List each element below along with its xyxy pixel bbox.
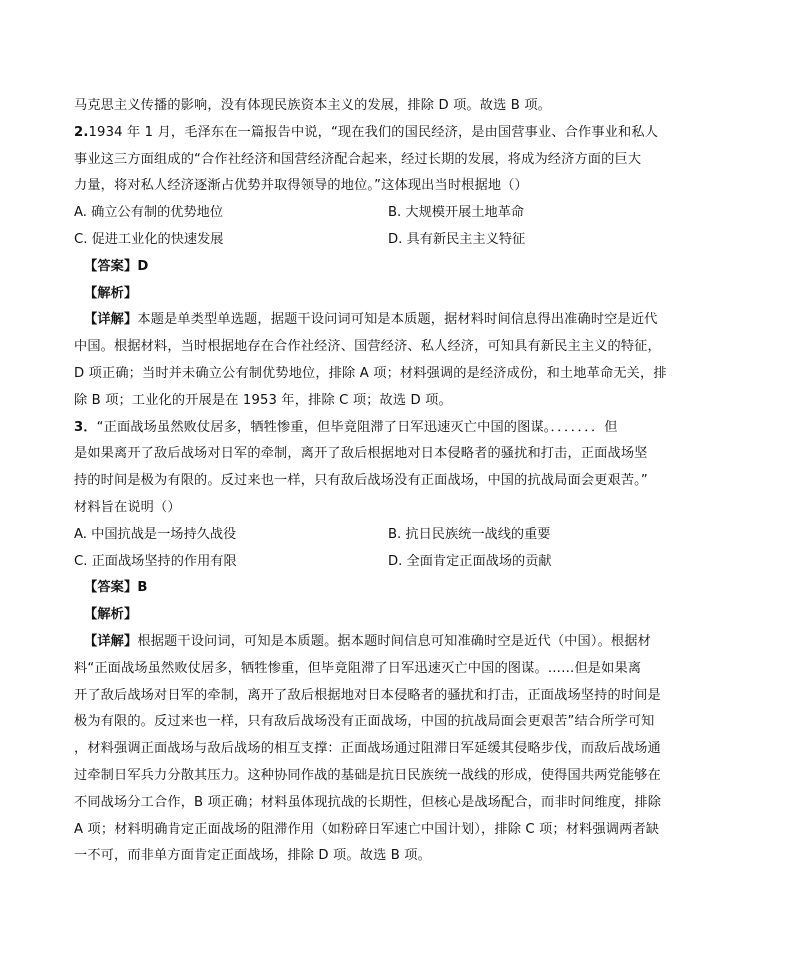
q3-option-c: C. 正面战场坚持的作用有限 <box>74 553 237 569</box>
q3-detail-line-4: 极为有限的。反过来也一样，只有敌后战场没有正面战场，中国的抗战局面会更艰苦”结合所学可知 <box>74 714 655 730</box>
q2-options-row-2 <box>74 227 734 254</box>
q1-tail-text: 马克思主义传播的影响，没有体现民族资本主义的发展，排除 D 项。故选 B 项。 <box>74 98 552 113</box>
q2-detail-line-2: 中国。根据材料，当时根据地存在合作社经济、国营经济、私人经济，可知具有新民主主义的特征， <box>74 339 661 355</box>
q3-analysis-label: 【解析】 <box>84 607 138 623</box>
q2-option-a: A. 确立公有制的优势地位 <box>74 205 224 221</box>
q3-detail-line-3: 开了敌后战场对日军的牵制，离开了敌后根据地对日本侵略者的骚扰和打击，正面战场坚持的时间是 <box>74 687 661 703</box>
q2-answer: 【答案】D <box>84 258 149 274</box>
q3-detail-line-5: ，材料强调正面战场与敌后战场的相互支撑：正面战场通过阻滞日军延缓其侵略步伐，而敌后战场通 <box>74 741 661 757</box>
q2-number: 2. <box>74 124 89 140</box>
q2-stem-line-3: 力量，将对私人经济逐渐占优势并取得领导的地位。”这体现出当时根据地（） <box>74 178 528 194</box>
q3-detail-line-2: 料“正面战场虽然败仗居多，牺牲惨重，但毕竟阻滞了日军迅速灭亡中国的图谋。……但是如果离 <box>74 660 642 676</box>
q3-detail-tag: 【详解】 <box>84 633 138 649</box>
q3-answer: 【答案】B <box>84 580 148 596</box>
q2-detail-line-1: 【详解】本题是单类型单选题，据题干设问词可知是本质题，据材料时间信息得出准确时空是近代 <box>74 307 734 334</box>
q2-analysis-label: 【解析】 <box>84 285 138 301</box>
q2-option-b: B. 大规模开展土地革命 <box>388 205 525 221</box>
q2-detail-tag: 【详解】 <box>84 312 138 328</box>
q2-option-c: C. 促进工业化的快速发展 <box>74 231 224 247</box>
q3-option-b: B. 抗日民族统一战线的重要 <box>388 526 551 542</box>
q3-detail-line-7: 不同战场分工合作，B 项正确；材料虽体现抗战的长期性，但核心是战场配合，而非时间维度，排除 <box>74 794 662 810</box>
q2-detail-line-4: 除 B 项；工业化的开展是在 1953 年，排除 C 项；故选 D 项。 <box>74 392 452 408</box>
q3-number: 3． <box>74 419 97 435</box>
q3-option-d: D. 全面肯定正面战场的贡献 <box>388 553 552 569</box>
q2-stem-line-2: 事业这三方面组成的“合作社经济和国营经济配合起来，经过长期的发展，将成为经济方面的巨大 <box>74 151 642 167</box>
q3-stem-line-2: 是如果离开了敌后战场对日军的牵制，离开了敌后根据地对日本侵略者的骚扰和打击，正面战场坚 <box>74 446 648 462</box>
q3-detail-line-1: 【详解】根据题干设问词，可知是本质题。据本题时间信息可知准确时空是近代（中国）。根据材 <box>74 629 734 656</box>
q3-stem-line-4: 材料旨在说明（） <box>74 499 181 515</box>
q3-stem-line-1: 3．“正面战场虽然败仗居多，牺牲惨重，但毕竟阻滞了日军迅速灭亡中国的图谋。．．．．．．．但 <box>74 419 618 435</box>
q3-detail-line-8: A 项；材料明确肯定正面战场的阻滞作用（如粉碎日军速亡中国计划），排除 C 项；材料强调两者缺 <box>74 821 660 837</box>
q3-stem-line-3: 持的时间是极为有限的。反过来也一样，只有敌后战场没有正面战场，中国的抗战局面会更艰苦。” <box>74 473 648 489</box>
document-page <box>74 93 734 870</box>
q2-option-d: D. 具有新民主主义特征 <box>388 231 526 247</box>
q3-options-row-2 <box>74 549 734 576</box>
q3-options-row-1 <box>74 522 734 549</box>
q2-detail-line-3: D 项正确；当时并未确立公有制优势地位，排除 A 项；材料强调的是经济成份，和土地革命无关，排 <box>74 365 667 381</box>
q3-detail-line-9: 一不可，而非单方面肯定正面战场，排除 D 项。故选 B 项。 <box>74 848 431 864</box>
q3-detail-line-6: 过牵制日军兵力分散其压力。这种协同作战的基础是抗日民族统一战线的形成，使得国共两党能够在 <box>74 767 661 783</box>
q2-stem-line-1: 2.1934 年 1 月，毛泽东在一篇报告中说，“现在我们的国民经济，是由国营事业、合作事业和私人 <box>74 124 659 140</box>
q2-options-row-1 <box>74 200 734 227</box>
q3-option-a: A. 中国抗战是一场持久战役 <box>74 526 237 542</box>
